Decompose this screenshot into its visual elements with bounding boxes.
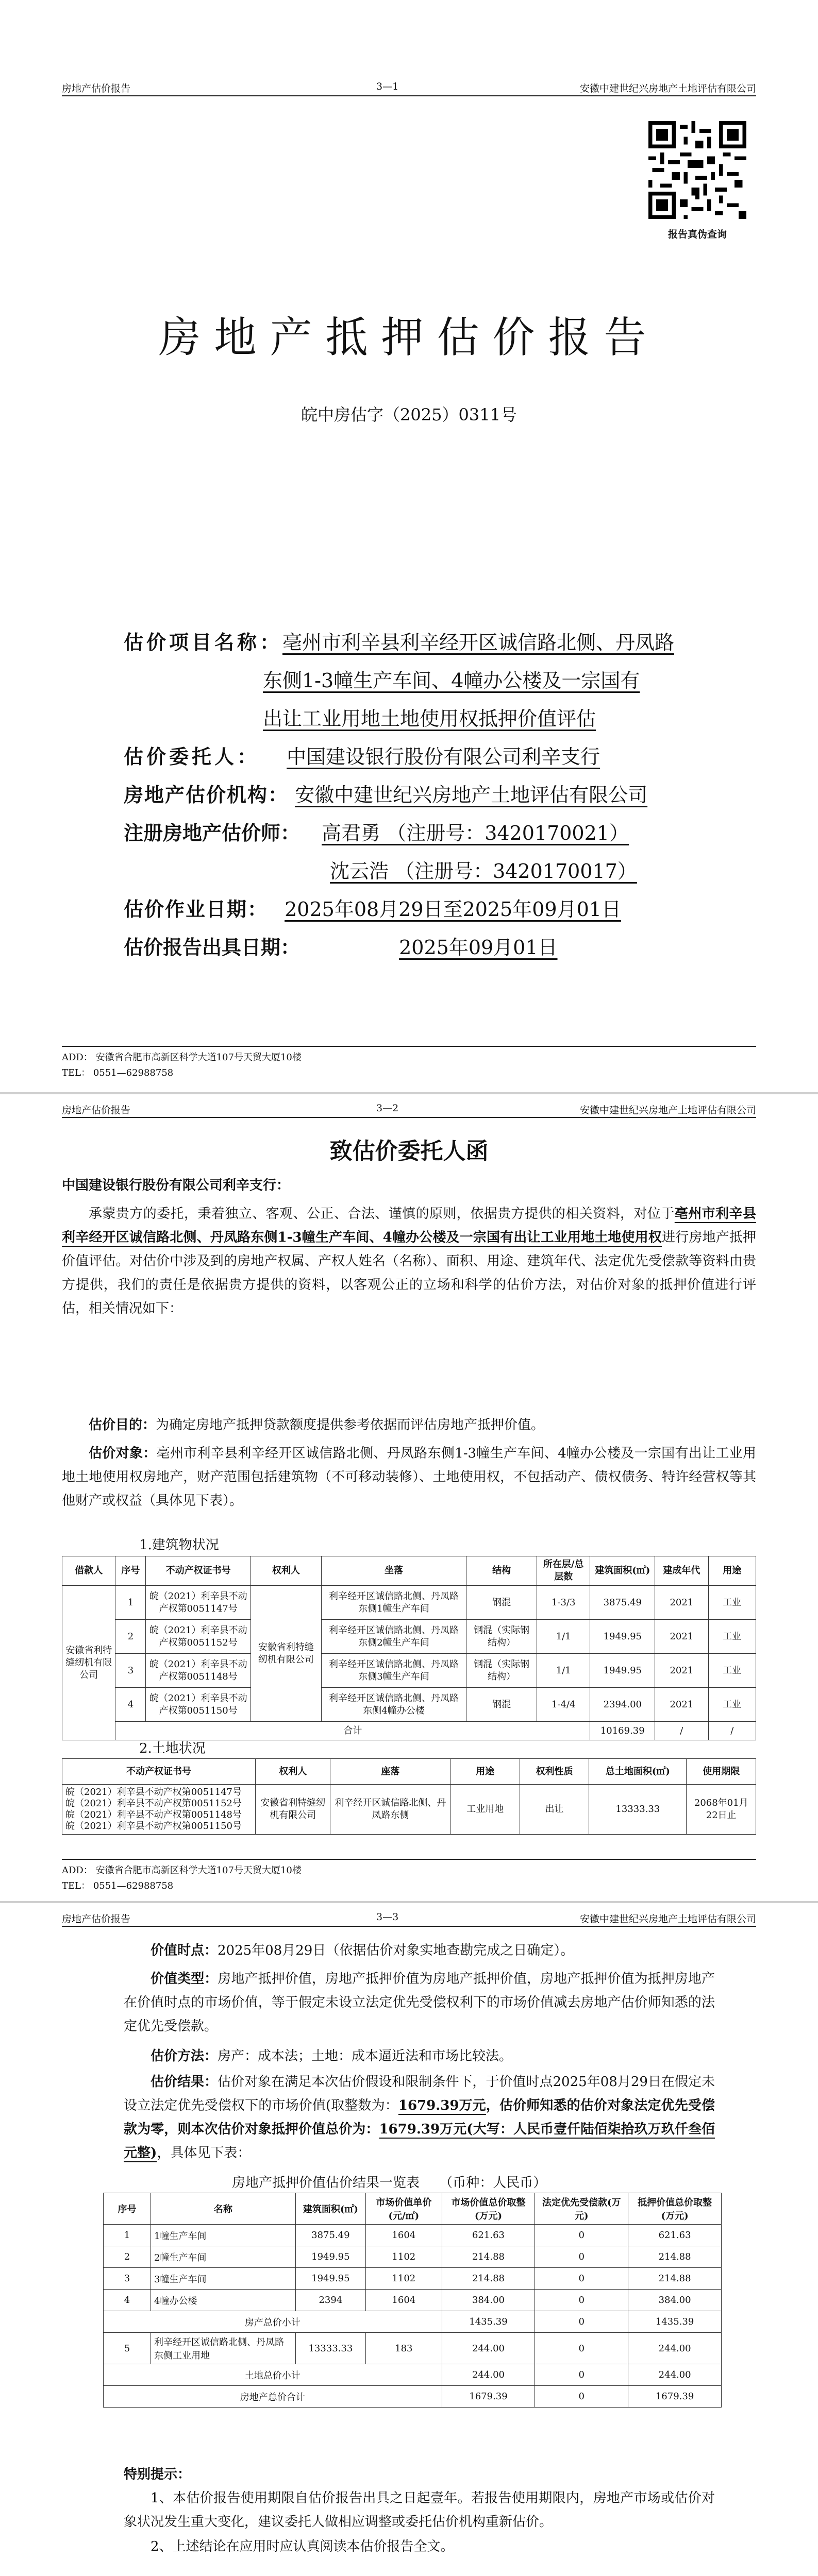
cell-year: 2021: [655, 1586, 708, 1620]
agency-field: [124, 776, 715, 814]
header-right: 安徽中建世纪兴房地产土地评估有限公司: [579, 1105, 756, 1116]
cell-no: 3: [104, 2268, 151, 2290]
cell-cert: 皖（2021）利辛县不动产权第0051147号: [146, 1586, 251, 1620]
object-text: 亳州市利辛县利辛经开区诚信路北侧、丹凤路东侧1-3幢生产车间、4幢办公楼及一宗国有出让工业用地土地使用权房地产，财产范围包括建筑物（不可移动装修）、土地使用权，不包括动产、债权债务、特许经营权等其他财产或权益（具体见下表）。: [62, 1446, 756, 1509]
cell-structure: 钢混（实际钢结构）: [466, 1654, 537, 1688]
cell-area: 1949.95: [590, 1654, 655, 1688]
col-term: 使用期限: [687, 1759, 756, 1785]
report-title: 房地产抵押估价报告: [158, 313, 660, 362]
value-date-text: 2025年08月29日（依据估价对象实地查勘完成之日确定）。: [218, 1943, 574, 1958]
cell-name: 4幢办公楼: [151, 2290, 296, 2311]
cert-item: 皖（2021）利辛县不动产权第0051148号: [65, 1809, 242, 1820]
col-no: 序号: [104, 2193, 151, 2225]
addressee: 中国建设银行股份有限公司利辛支行：: [62, 1178, 290, 1193]
object-para: [62, 1442, 756, 1513]
header-page-number: 3—2: [376, 1103, 399, 1114]
cell-structure: 钢混: [466, 1688, 537, 1722]
page-header: [62, 80, 756, 96]
col-market: 市场价值总价取整(万元): [442, 2193, 535, 2225]
header-right: 安徽中建世纪兴房地产土地评估有限公司: [579, 1913, 756, 1925]
result-d: 1679.39万元(大写：人民币壹仟陆佰柒拾玖万玖仟叁佰元整): [124, 2122, 715, 2161]
p1-b: 亳州市利辛县利辛经开区诚信路北侧、丹凤路东侧1-3幢生产车间、4幢办公楼及一宗国有出让工业用地土地使用权: [62, 1206, 756, 1245]
method-text: 房产：成本法；土地：成本逼近法和市场比较法。: [218, 2048, 513, 2064]
house-subtotal-pledge: 1435.39: [628, 2311, 722, 2333]
cell-location: 利辛经开区诚信路北侧、丹凤路东侧1幢生产车间: [321, 1586, 466, 1620]
cell-unit: 1102: [366, 2246, 442, 2268]
cell-prior: 0: [535, 2290, 628, 2311]
work-date-label: 估价作业日期：: [124, 897, 269, 921]
value-type-para: [124, 1967, 715, 2038]
col-use: 用途: [450, 1759, 520, 1785]
cell-unit: 183: [366, 2333, 442, 2364]
agency-label: 房地产估价机构：: [124, 783, 289, 806]
document-number: 皖中房估字（2025）0311号: [301, 405, 517, 425]
col-prior: 法定优先受偿款(万元): [535, 2193, 628, 2225]
qr-code[interactable]: [648, 121, 746, 219]
cell-name: 3幢生产车间: [151, 2268, 296, 2290]
cell-pledge: 384.00: [628, 2290, 722, 2311]
result-a: 估价对象在满足本次估价假设和限制条件下，于价值时点2025年08月29日在假定未设立法定优先受偿权下的市场价值(取整数为：: [124, 2074, 715, 2113]
notice-2: 2、上述结论在应用时应认真阅读本估价报告全文。: [151, 2539, 454, 2554]
result-e: ，具体见下表：: [157, 2145, 251, 2161]
building-table: [62, 1556, 756, 1740]
cell-name: 1幢生产车间: [151, 2225, 296, 2246]
cell-pledge: 621.63: [628, 2225, 722, 2246]
land-table: [62, 1758, 756, 1835]
table-header-row: [62, 1556, 756, 1586]
col-cert: 不动产权证书号: [62, 1759, 256, 1785]
cell-use: 工业: [708, 1620, 756, 1654]
col-owner: 权利人: [251, 1556, 321, 1586]
header-right: 安徽中建世纪兴房地产土地评估有限公司: [579, 83, 756, 94]
cell-area: 3875.49: [295, 2225, 365, 2246]
work-date-field: [124, 890, 715, 928]
client-field: [124, 738, 715, 776]
cell-no: 1: [115, 1586, 146, 1620]
cell-market: 214.88: [442, 2268, 535, 2290]
object-label: 估价对象：: [89, 1446, 157, 1461]
project-line-3: 出让工业用地土地使用权抵押价值评估: [263, 707, 596, 730]
appraiser-label: 注册房地产估价师：: [124, 821, 301, 844]
value-date-para: [124, 1939, 715, 1962]
work-date-value: 2025年08月29日至2025年09月01日: [285, 898, 621, 921]
cell-area: 1949.95: [590, 1620, 655, 1654]
footer-tel: TEL： 0551—62988758: [62, 1880, 174, 1891]
footer-address: ADD： 安徽省合肥市高新区科学大道107号天贸大厦10楼: [62, 1052, 302, 1063]
subtotal-row: [104, 2364, 722, 2386]
cell-area: 2394: [295, 2290, 365, 2311]
col-area: 总土地面积(㎡): [589, 1759, 687, 1785]
cell-market: 244.00: [442, 2333, 535, 2364]
cell-location: 利辛经开区诚信路北侧、丹凤路东侧4幢办公楼: [321, 1688, 466, 1722]
cell-floor: 1/1: [537, 1654, 590, 1688]
header-left: 房地产估价报告: [62, 1105, 131, 1116]
col-location: 座落: [330, 1759, 450, 1785]
cell-unit: 1604: [366, 2290, 442, 2311]
cell-prior: 0: [535, 2246, 628, 2268]
col-borrower: 借款人: [62, 1556, 115, 1586]
cell-name: 2幢生产车间: [151, 2246, 296, 2268]
cell-prior: 0: [535, 2268, 628, 2290]
col-cert: 不动产权证书号: [146, 1556, 251, 1586]
cell-structure: 钢混: [466, 1586, 537, 1620]
result-b: 1679.39万元: [398, 2098, 486, 2113]
grand-total-market: 1679.39: [442, 2386, 535, 2408]
cell-location: 利辛经开区诚信路北侧、丹凤路东侧3幢生产车间: [321, 1654, 466, 1688]
value-type-label: 价值类型：: [151, 1971, 218, 1987]
page-separator: [0, 1901, 818, 1903]
project-label: 估价项目名称：: [124, 631, 283, 654]
cell-no: 5: [104, 2333, 151, 2364]
table-row: [104, 2333, 722, 2364]
table-row: [104, 2268, 722, 2290]
cell-no: 3: [115, 1654, 146, 1688]
cell-nature: 出让: [520, 1785, 589, 1835]
cell-market: 214.88: [442, 2246, 535, 2268]
cell-area: 1949.95: [295, 2246, 365, 2268]
appraiser-1: 高君勇 （注册号：3420170021）: [322, 822, 629, 844]
building-caption: 1.建筑物状况: [139, 1537, 219, 1553]
cert-item: 皖（2021）利辛县不动产权第0051147号: [65, 1787, 242, 1798]
table-row: [104, 2246, 722, 2268]
table-row: [104, 2225, 722, 2246]
cell-pledge: 214.88: [628, 2246, 722, 2268]
table-row: [62, 1620, 756, 1654]
land-caption: 2.土地状况: [139, 1741, 206, 1756]
table-row: [62, 1785, 756, 1835]
land-subtotal-prior: 0: [535, 2364, 628, 2386]
footer-address: ADD： 安徽省合肥市高新区科学大道107号天贸大厦10楼: [62, 1865, 302, 1876]
cell-structure: 钢混（实际钢结构）: [466, 1620, 537, 1654]
cell-use: 工业: [708, 1586, 756, 1620]
cell-no: 2: [115, 1620, 146, 1654]
page-footer: [62, 1859, 756, 1894]
cell-no: 4: [115, 1688, 146, 1722]
col-pledge: 抵押价值总价取整(万元): [628, 2193, 722, 2225]
purpose-label: 估价目的：: [89, 1417, 156, 1433]
cell-year: 2021: [655, 1620, 708, 1654]
cell-floor: 1-4/4: [537, 1688, 590, 1722]
col-location: 坐落: [321, 1556, 466, 1586]
table-header-row: [104, 2193, 722, 2225]
cell-cert: 皖（2021）利辛县不动产权第0051152号: [146, 1620, 251, 1654]
purpose-text: 为确定房地产抵押贷款额度提供参考依据而评估房地产抵押价值。: [156, 1417, 545, 1433]
col-name: 名称: [151, 2193, 296, 2225]
cell-location: 利辛经开区诚信路北侧、丹凤路东侧2幢生产车间: [321, 1620, 466, 1654]
result-para: [124, 2070, 715, 2165]
table-row: [104, 2290, 722, 2311]
col-area: 建筑面积(㎡): [295, 2193, 365, 2225]
land-subtotal-market: 244.00: [442, 2364, 535, 2386]
grand-total-prior: 0: [535, 2386, 628, 2408]
col-no: 序号: [115, 1556, 146, 1586]
col-area: 建筑面积(㎡): [590, 1556, 655, 1586]
qr-label: 报告真伪查询: [667, 229, 727, 240]
cell-unit: 1604: [366, 2225, 442, 2246]
table-row: [62, 1586, 756, 1620]
issue-date-field: [124, 928, 715, 967]
cell-pledge: 244.00: [628, 2333, 722, 2364]
cell-area: 2394.00: [590, 1688, 655, 1722]
project-line-2: 东侧1-3幢生产车间、4幢办公楼及一宗国有: [263, 669, 640, 692]
cell-cert: 皖（2021）利辛县不动产权第0051150号: [146, 1688, 251, 1722]
table-row: [62, 1654, 756, 1688]
cell-no: 2: [104, 2246, 151, 2268]
cell-no: 1: [104, 2225, 151, 2246]
cert-list-cell: [62, 1785, 256, 1835]
header-page-number: 3—1: [376, 81, 399, 92]
table-header-row: [62, 1759, 756, 1785]
col-floor: 所在层/总层数: [537, 1556, 590, 1586]
house-subtotal-label: 房产总价小计: [104, 2311, 442, 2333]
value-date-label: 价值时点：: [151, 1943, 218, 1958]
table-row: [62, 1688, 756, 1722]
cell-location: 利辛经开区诚信路北侧、丹凤路东侧: [330, 1785, 450, 1835]
cell-name: 利辛经开区诚信路北侧、丹凤路东侧工业用地: [151, 2333, 296, 2364]
appraiser-field: [124, 814, 715, 890]
page-header: [62, 1101, 756, 1118]
notice-1: 1、本估价报告使用期限自估价报告出具之日起壹年。若报告使用期限内，房地产市场或估价对象状况发生重大变化，建议委托人做相应调整或委托估价机构重新估价。: [124, 2490, 715, 2530]
cert-item: 皖（2021）利辛县不动产权第0051152号: [65, 1798, 242, 1809]
cell-year: 2021: [655, 1654, 708, 1688]
col-year: 建成年代: [655, 1556, 708, 1586]
land-subtotal-pledge: 244.00: [628, 2364, 722, 2386]
header-left: 房地产估价报告: [62, 1913, 131, 1925]
letter-para-1: [62, 1202, 756, 1320]
land-subtotal-label: 土地总价小计: [104, 2364, 442, 2386]
issue-date-label: 估价报告出具日期：: [124, 936, 301, 959]
cell-no: 4: [104, 2290, 151, 2311]
grand-total-pledge: 1679.39: [628, 2386, 722, 2408]
cell-market: 384.00: [442, 2290, 535, 2311]
cell-market: 621.63: [442, 2225, 535, 2246]
cell-prior: 0: [535, 2333, 628, 2364]
p1-c: 进行房地产抵押价值评估。对估价中涉及到的房地产权属、产权人姓名（名称）、面积、用途、建筑年代、法定优先受偿款等资料由贵方提供，我们的责任是依据贵方提供的资料，以客观公正的立场和科学的估价方法，对估价对象的抵押价值进行评估，相关情况如下：: [62, 1230, 756, 1316]
cell-cert: 皖（2021）利辛县不动产权第0051148号: [146, 1654, 251, 1688]
house-subtotal-prior: 0: [535, 2311, 628, 2333]
page-separator: [0, 1092, 818, 1094]
notice-title: 特别提示：: [124, 2467, 191, 2482]
header-left: 房地产估价报告: [62, 83, 131, 94]
total-area: 10169.39: [590, 1722, 655, 1740]
footer-tel: TEL： 0551—62988758: [62, 1067, 174, 1078]
cell-area: 1949.95: [295, 2268, 365, 2290]
header-page-number: 3—3: [376, 1911, 399, 1923]
cell-pledge: 214.88: [628, 2268, 722, 2290]
cell-owner: 安徽省利特缝纫机有限公司: [256, 1785, 330, 1835]
cell-term: 2068年01月22日止: [687, 1785, 756, 1835]
cell-area: 13333.33: [295, 2333, 365, 2364]
col-unit: 市场价值单价(元/㎡): [366, 2193, 442, 2225]
grand-total-row: [104, 2386, 722, 2408]
total-slash: /: [708, 1722, 756, 1740]
total-slash: /: [655, 1722, 708, 1740]
summary-caption-text: 房地产抵押价值估价结果一览表: [232, 2175, 420, 2191]
cell-floor: 1/1: [537, 1620, 590, 1654]
result-c: ，估价师知悉的估价对象法定优先受偿款为零，则本次估价对象抵押价值总价为：: [124, 2098, 715, 2137]
cell-area: 13333.33: [589, 1785, 687, 1835]
method-para: [124, 2044, 715, 2068]
letter-title: 致估价委托人函: [329, 1138, 489, 1164]
col-use: 用途: [708, 1556, 756, 1586]
client-value: 中国建设银行股份有限公司利辛支行: [287, 745, 600, 768]
col-nature: 权利性质: [520, 1759, 589, 1785]
value-page: [0, 1905, 818, 2576]
cell-prior: 0: [535, 2225, 628, 2246]
result-label: 估价结果：: [151, 2074, 218, 2090]
cell-use: 工业: [708, 1688, 756, 1722]
p1-a: 承蒙贵方的委托，秉着独立、客观、公正、合法、谨慎的原则，依据贵方提供的相关资料，对位于: [89, 1206, 675, 1222]
purpose-para: [62, 1413, 756, 1437]
agency-value: 安徽中建世纪兴房地产土地评估有限公司: [295, 784, 648, 806]
col-structure: 结构: [466, 1556, 537, 1586]
project-field: [124, 623, 715, 738]
total-label: 合计: [115, 1722, 590, 1740]
col-owner: 权利人: [256, 1759, 330, 1785]
client-label: 估价委托人：: [124, 745, 260, 768]
summary-currency: （币种：人民币）: [439, 2175, 547, 2191]
grand-total-label: 房地产总价合计: [104, 2386, 442, 2408]
summary-table: [103, 2193, 722, 2408]
cert-item: 皖（2021）利辛县不动产权第0051150号: [65, 1821, 242, 1832]
cell-unit: 1102: [366, 2268, 442, 2290]
cell-area: 3875.49: [590, 1586, 655, 1620]
appraiser-2: 沈云浩 （注册号：3420170017）: [330, 860, 637, 883]
page-header: [62, 1910, 756, 1927]
borrower-cell: 安徽省利特缝纫机有限公司: [62, 1586, 115, 1740]
cell-floor: 1-3/3: [537, 1586, 590, 1620]
house-subtotal-market: 1435.39: [442, 2311, 535, 2333]
cell-year: 2021: [655, 1688, 708, 1722]
issue-date-value: 2025年09月01日: [399, 936, 558, 959]
subtotal-row: [104, 2311, 722, 2333]
project-line-1: 亳州市利辛县利辛经开区诚信路北侧、丹凤路: [282, 631, 675, 654]
summary-caption: [232, 2172, 546, 2191]
owner-cell: 安徽省利特缝纫机有限公司: [251, 1586, 321, 1722]
method-label: 估价方法：: [151, 2048, 218, 2064]
value-type-text: 房地产抵押价值，房地产抵押价值为房地产抵押价值，房地产抵押价值为抵押房地产在价值时点的市场价值，等于假定未设立法定优先受偿权利下的市场价值减去房地产估价师知悉的法定优先受偿款。: [124, 1971, 715, 2034]
cell-use: 工业用地: [450, 1785, 520, 1835]
cell-use: 工业: [708, 1654, 756, 1688]
page-footer: [62, 1046, 756, 1081]
